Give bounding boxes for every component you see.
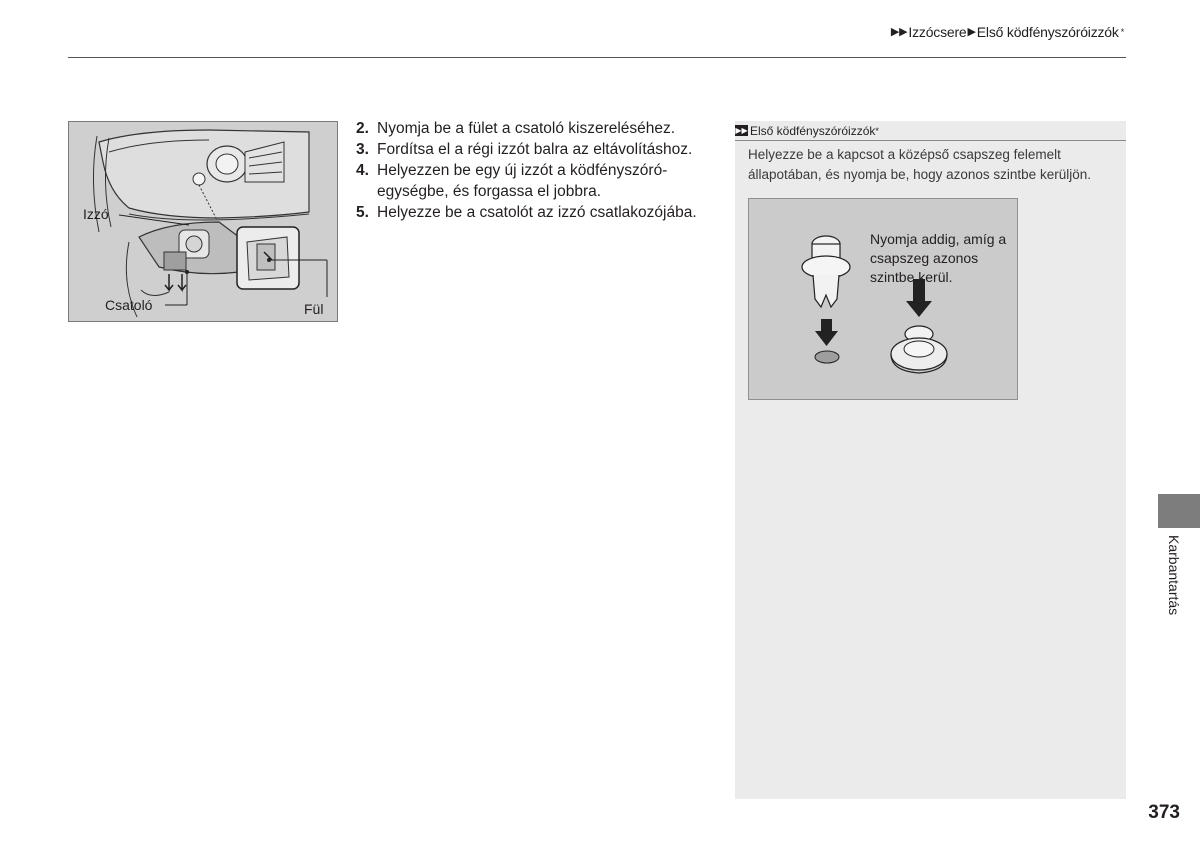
header-divider bbox=[68, 57, 1126, 58]
step-text: Fordítsa el a régi izzót balra az eltávolításhoz. bbox=[377, 141, 693, 158]
page-number: 373 bbox=[1148, 802, 1180, 823]
breadcrumb-marker: * bbox=[1120, 27, 1124, 37]
fog-light-illustration bbox=[68, 121, 338, 322]
breadcrumb-arrow-icon: ▶ bbox=[967, 25, 976, 38]
step-item bbox=[356, 160, 716, 202]
step-item bbox=[356, 202, 716, 223]
step-number: 2. bbox=[356, 120, 369, 137]
step-number: 4. bbox=[356, 162, 369, 179]
fog-light-drawing bbox=[69, 122, 338, 322]
section-tab-marker bbox=[1158, 494, 1200, 528]
note-marker: * bbox=[875, 125, 879, 136]
breadcrumb-item-fog-light-bulbs[interactable]: Első ködfényszóróizzók bbox=[976, 24, 1119, 40]
step-item bbox=[356, 118, 716, 139]
clip-caption: Nyomja addig, amíg a csapszeg azonos szintbe kerül. bbox=[870, 231, 1007, 285]
section-tab-label[interactable]: Karbantartás bbox=[1166, 535, 1182, 616]
step-number: 5. bbox=[356, 204, 369, 221]
breadcrumb-arrow-icon: ▶▶ bbox=[890, 25, 908, 38]
note-panel bbox=[735, 121, 1126, 799]
label-bulb: Izzó bbox=[83, 206, 109, 222]
breadcrumb bbox=[891, 24, 1124, 40]
label-connector: Csatoló bbox=[105, 297, 153, 313]
note-title: Első ködfényszóróizzók bbox=[750, 123, 876, 138]
step-item bbox=[356, 139, 716, 160]
instruction-steps bbox=[356, 118, 716, 223]
note-header bbox=[735, 121, 1126, 141]
label-tab: Fül bbox=[304, 301, 324, 317]
step-text: Nyomja be a fület a csatoló kiszereléséhez. bbox=[377, 120, 676, 137]
step-text: Helyezze be a csatolót az izzó csatlakozójába. bbox=[377, 204, 697, 221]
clip-illustration bbox=[748, 198, 1018, 400]
note-arrow-icon: ▶▶ bbox=[735, 126, 748, 135]
breadcrumb-item-bulb-replacement[interactable]: Izzócsere bbox=[908, 24, 967, 40]
note-text: Helyezze be a kapcsot a középső csapszeg felemelt állapotában, és nyomja be, hogy azonos szintbe kerüljön. bbox=[748, 147, 1091, 182]
step-number: 3. bbox=[356, 141, 369, 158]
step-text: Helyezzen be egy új izzót a ködfényszóró-egységbe, és forgassa el jobbra. bbox=[377, 162, 668, 200]
